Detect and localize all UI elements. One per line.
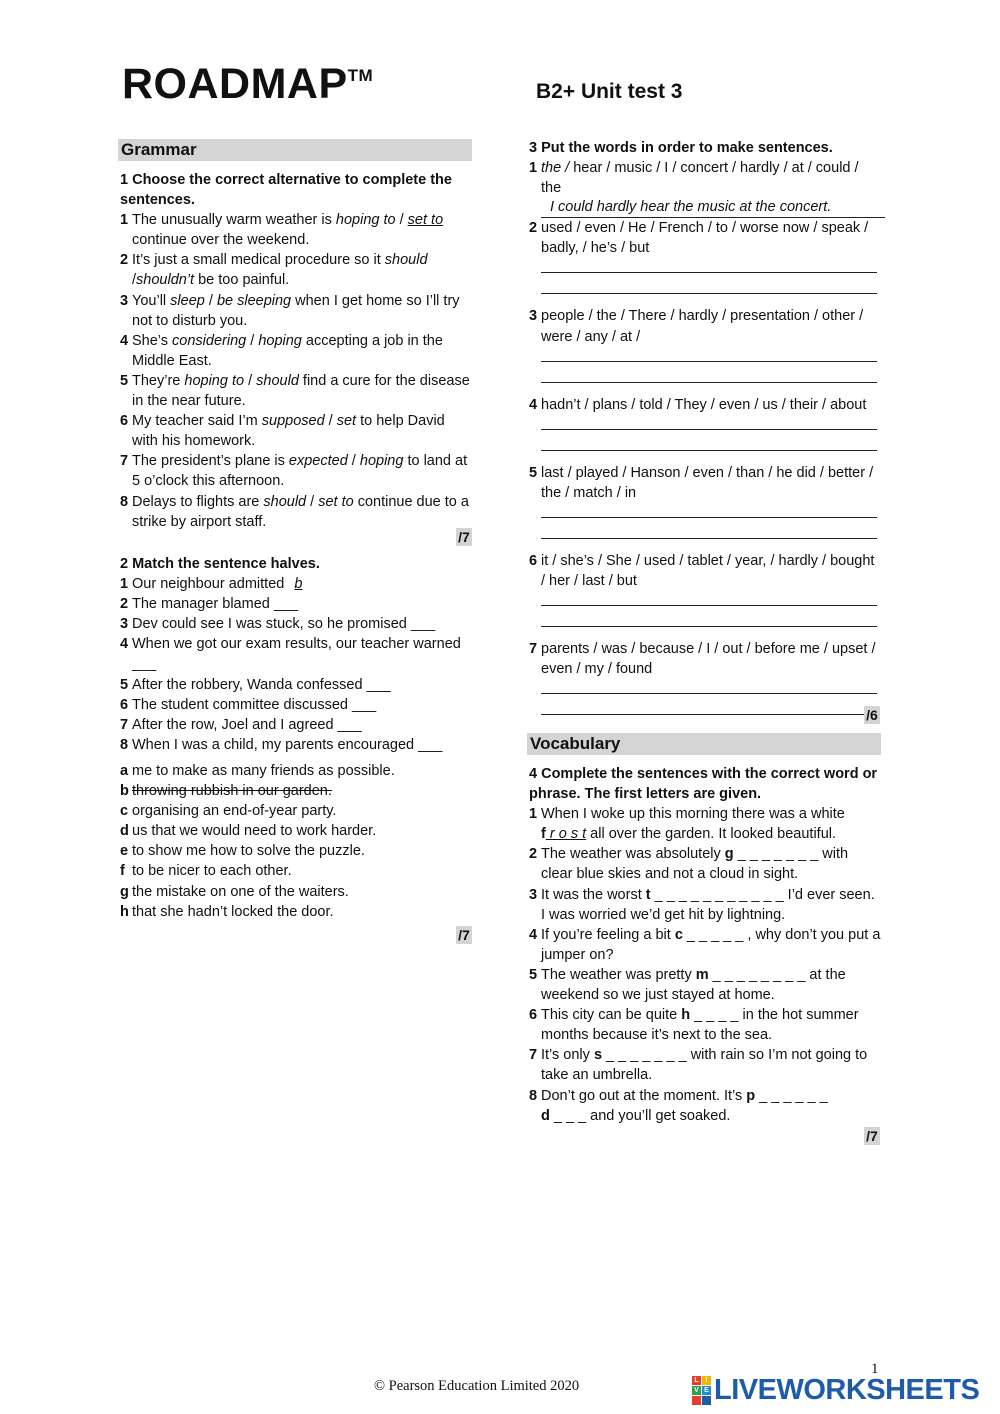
example-answer: b (294, 576, 303, 593)
ending-text: me to make as many friends as possible. (132, 762, 395, 779)
half-text: When we got our exam results, our teacher warned ___ (132, 636, 461, 673)
ex2-ending (120, 821, 472, 841)
letter-blanks[interactable]: _ _ _ _ _ _ _ _ (708, 966, 806, 983)
item-number: 2 (529, 220, 538, 237)
first-letter: s (593, 1047, 603, 1064)
exercise-1-score: /7 (456, 528, 472, 546)
item-number: 3 (529, 308, 538, 325)
item-pre: The weather was pretty (541, 966, 696, 983)
first-letter: p (746, 1087, 756, 1104)
option-a[interactable]: hoping to (335, 212, 396, 229)
item-pre: They’re (132, 372, 185, 389)
item-post: to land at 5 o’clock this afternoon. (132, 453, 468, 490)
ex2-ending (120, 882, 472, 902)
ex3-words (529, 395, 881, 415)
item-pre: This city can be quite (541, 1007, 682, 1024)
option-b[interactable]: be sleeping (216, 292, 292, 309)
exercise-4-instruction: 4 Complete the sentences with the correct word or phrase. The first letters are given. (529, 766, 878, 803)
item-text (132, 574, 472, 594)
item-post: when I get home so I’ll try not to disturb you. (132, 292, 460, 329)
item-number: 5 (120, 372, 129, 389)
ex2-half (120, 675, 472, 695)
liveworksheets-logo[interactable] (692, 1374, 979, 1407)
item-text (132, 614, 472, 634)
option-a[interactable]: expected (288, 453, 348, 470)
item-words: parents / was / because / I / out / before me / upset / even / my / found (541, 641, 876, 678)
option-a[interactable]: hoping to (184, 372, 245, 389)
item-text (541, 1005, 881, 1045)
item-number: 5 (529, 464, 538, 481)
ex2-half (120, 715, 472, 735)
option-b[interactable]: shouldn’t (136, 272, 195, 289)
item-pre: The weather was absolutely (541, 846, 725, 863)
page-number: 1 (871, 1361, 879, 1377)
first-letter: h (681, 1007, 691, 1024)
spacer (529, 294, 881, 306)
copyright: © Pearson Education Limited 2020 (374, 1378, 580, 1394)
option-b[interactable]: should (256, 372, 299, 389)
unit-title: B2+ Unit test 3 (536, 80, 683, 103)
ending-letter: a (120, 762, 129, 779)
ending-letter: c (120, 803, 129, 820)
item-text (132, 451, 472, 491)
ex3-item (529, 639, 881, 727)
item-number: 7 (529, 641, 538, 658)
ex1-item (120, 451, 472, 491)
item-number: 3 (529, 886, 538, 903)
item-pre: It’s only (541, 1047, 594, 1064)
spacer (529, 715, 881, 727)
half-text: Our neighbour admitted (132, 576, 289, 593)
ex2-ending (120, 801, 472, 821)
spacer (529, 383, 881, 395)
ex4-item (529, 844, 881, 884)
item-text (132, 250, 472, 290)
ex4-item (529, 965, 881, 1005)
ex3-item (529, 463, 881, 551)
item-words: hadn’t / plans / told / They / even / us / their / about (541, 396, 867, 413)
ex3-words (529, 306, 881, 346)
ending-text: us that we would need to work harder. (132, 823, 377, 840)
exercise-4-score: /7 (864, 1127, 880, 1145)
ex3-item (529, 218, 881, 306)
item-text (132, 695, 472, 715)
ex2-half (120, 574, 472, 594)
item-post: , why don’t you put a jumper on? (541, 926, 881, 963)
ex2-half (120, 594, 472, 614)
ex2-half (120, 735, 472, 755)
item-number: 2 (529, 846, 538, 863)
item-number: 1 (120, 576, 129, 593)
item-words: people / the / There / hardly / presentation / other / were / any / at / (541, 308, 864, 345)
answer-line[interactable] (541, 429, 877, 430)
answer-line[interactable] (541, 272, 877, 273)
ending-letter: e (120, 843, 129, 860)
item-text (132, 291, 472, 331)
letter-blanks[interactable]: _ _ _ _ _ (682, 926, 744, 943)
item-text (132, 735, 472, 755)
ending-letter: b (120, 783, 129, 800)
liveworksheets-tiles-icon: L I V E (692, 1376, 711, 1405)
ex3-item (529, 395, 881, 463)
ending-text: to show me how to solve the puzzle. (132, 843, 365, 860)
exercise-3-instruction: 3 Put the words in order to make sentences. (529, 140, 833, 156)
ending-text: that she hadn’t locked the door. (132, 903, 334, 920)
ex2-ending (120, 781, 472, 801)
option-separator: / (132, 272, 137, 289)
item-post: with rain so I’m not going to take an umbrella. (541, 1047, 868, 1084)
half-text: The student committee discussed ___ (132, 696, 377, 713)
option-a[interactable]: supposed (261, 413, 325, 430)
item-number: 7 (120, 453, 129, 470)
ex3-item (529, 551, 881, 639)
letter-blanks[interactable]: _ _ _ _ (690, 1007, 739, 1024)
item-pre: She’s (132, 332, 173, 349)
ex3-words (529, 463, 881, 503)
ex4-item (529, 804, 881, 844)
grammar-heading: Grammar (118, 139, 472, 161)
item-text (541, 844, 881, 884)
answer-line[interactable] (541, 361, 877, 362)
answer-line[interactable] (541, 517, 877, 518)
ending-text: to be nicer to each other. (132, 863, 292, 880)
ex1-item (120, 371, 472, 411)
first-letter: m (695, 966, 709, 983)
item-text (132, 715, 472, 735)
first-letter: g (724, 846, 734, 863)
item-text (132, 411, 472, 451)
item-text (132, 210, 472, 250)
letter-blanks[interactable]: _ _ _ _ _ _ _ (733, 846, 819, 863)
ex1-item (120, 331, 472, 371)
ending-letter: f (120, 863, 125, 880)
option-b[interactable]: set to (318, 493, 354, 510)
first-letter: f (541, 826, 546, 843)
item-pre: It was the worst (541, 886, 646, 903)
item-number: 7 (529, 1047, 538, 1064)
logo: ROADMAP™ (122, 60, 374, 108)
half-text: When I was a child, my parents encouraged ___ (132, 736, 443, 753)
item-pre: You’ll (132, 292, 171, 309)
option-separator: / (324, 413, 337, 430)
letter-blanks[interactable]: _ _ _ _ _ _ _ (602, 1047, 687, 1064)
first-letter: d (541, 1107, 550, 1124)
item-number: 1 (529, 806, 538, 823)
ex3-item (529, 306, 881, 394)
item-pre: The president’s plane is (132, 453, 289, 470)
exercise-1 (120, 170, 472, 532)
ex2-half (120, 695, 472, 715)
exercise-4 (529, 764, 881, 1126)
option-a[interactable]: sleep (170, 292, 205, 309)
item-number: 8 (120, 736, 129, 753)
ex1-item (120, 492, 472, 532)
item-post: with clear blue skies and not a cloud in sight. (541, 846, 849, 883)
item-number: 2 (120, 252, 129, 269)
item-number: 1 (120, 212, 129, 229)
liveworksheets-text: LIVEWORKSHEETS (714, 1374, 980, 1406)
item-number: 3 (120, 616, 129, 633)
ending-text: organising an end-of-year party. (132, 803, 337, 820)
item-number: 5 (529, 966, 538, 983)
item-post: and you’ll get soaked. (586, 1107, 731, 1124)
exercise-2-score: /7 (456, 926, 472, 944)
exercise-3-example-answer: I could hardly hear the music at the concert. (541, 198, 885, 218)
half-text: Dev could see I was stuck, so he promised ___ (132, 616, 436, 633)
item-text (541, 925, 881, 965)
item-words: last / played / Hanson / even / than / he did / better / the / match / in (541, 464, 874, 501)
item-post: all over the garden. It looked beautiful. (586, 826, 837, 843)
first-letter: t (645, 886, 651, 903)
item-pre: The unusually warm weather is (132, 212, 336, 229)
option-a[interactable]: should (263, 493, 307, 510)
item-words: used / even / He / French / to / worse now / speak / badly, / he’s / but (541, 220, 869, 257)
ex3-words (529, 218, 881, 258)
item-pre: If you’re feeling a bit (541, 926, 675, 943)
ex4-item (529, 925, 881, 965)
exercise-3-score: /6 (864, 706, 880, 724)
item-text (541, 885, 881, 925)
ex1-item (120, 291, 472, 331)
first-letter: c (674, 926, 683, 943)
item-number: 6 (529, 1007, 538, 1024)
option-separator: / (347, 453, 360, 470)
item-number: 4 (120, 332, 129, 349)
exercise-3 (529, 138, 881, 727)
exercise-2-instruction: 2 Match the sentence halves. (120, 556, 320, 572)
half-text: After the row, Joel and I agreed ___ (132, 716, 362, 733)
ex1-item (120, 411, 472, 451)
ex2-ending (120, 841, 472, 861)
item-post: to help David with his homework. (132, 413, 445, 450)
item-number: 6 (120, 413, 129, 430)
item-text (541, 965, 881, 1005)
half-text: After the robbery, Wanda confessed ___ (132, 676, 391, 693)
ex4-item (529, 1086, 881, 1126)
item-text (541, 1086, 881, 1126)
option-a[interactable]: considering (172, 332, 247, 349)
item-post: I’d ever seen. I was worried we’d get hit by lightning. (541, 886, 875, 923)
letter-blanks[interactable]: _ _ _ _ _ _ (755, 1087, 828, 1104)
spacer (529, 539, 881, 551)
option-b[interactable]: hoping (359, 453, 404, 470)
option-a[interactable]: should (384, 252, 428, 269)
ending-text: throwing rubbish in our garden. (132, 783, 332, 800)
ex2-ending (120, 902, 472, 922)
item-number: 4 (529, 396, 538, 413)
ex4-item (529, 1005, 881, 1045)
item-number: 2 (120, 596, 129, 613)
item-pre: Don’t go out at the moment. It’s (541, 1087, 747, 1104)
ending-letter: h (120, 903, 129, 920)
item-number: 3 (120, 292, 129, 309)
option-separator: / (395, 212, 408, 229)
answer-line[interactable] (541, 693, 877, 694)
item-number: 4 (120, 636, 129, 653)
item-pre: Delays to flights are (132, 493, 264, 510)
ex4-item (529, 1045, 881, 1085)
vocabulary-heading: Vocabulary (527, 733, 881, 755)
item-post: accepting a job in the Middle East. (132, 332, 443, 369)
exercise-2 (120, 554, 472, 922)
item-words: it / she’s / She / used / tablet / year, / hardly / bought / her / last / but (541, 552, 875, 590)
exercise-1-instruction: 1 Choose the correct alternative to complete the sentences. (120, 172, 452, 209)
option-b[interactable]: set to (407, 212, 444, 229)
item-text (132, 594, 472, 614)
item-text (132, 331, 472, 371)
item-pre: My teacher said I’m (132, 413, 262, 430)
item-text (541, 1045, 881, 1085)
item-number: 8 (120, 493, 129, 510)
item-number: 5 (120, 676, 129, 693)
ending-letter: d (120, 823, 129, 840)
option-separator: / (246, 332, 259, 349)
letter-blanks[interactable]: _ _ _ (549, 1107, 587, 1124)
item-number: 8 (529, 1087, 538, 1104)
item-post: at the weekend so we just stayed at home. (541, 966, 846, 1004)
ex1-item (120, 210, 472, 250)
item-post: be too painful. (194, 272, 290, 289)
item-number: 6 (120, 696, 129, 713)
option-separator: / (204, 292, 217, 309)
item-number: 6 (529, 552, 538, 569)
ex3-words (529, 551, 881, 591)
item-number: 4 (529, 926, 538, 943)
item-pre: When I woke up this morning there was a white (541, 806, 845, 823)
letter-blanks[interactable]: _ _ _ _ _ _ _ _ _ _ _ (650, 886, 784, 903)
option-b[interactable]: set (336, 413, 357, 430)
item-text (132, 634, 472, 674)
item-text (132, 675, 472, 695)
item-pre: It’s just a small medical procedure so it (132, 252, 385, 269)
ex1-item (120, 250, 472, 290)
item-post: in the hot summer months because it’s next to the sea. (541, 1007, 859, 1044)
option-separator: / (306, 493, 319, 510)
item-post: continue over the weekend. (132, 232, 310, 249)
exercise-3-example: 1 the / hear / music / I / concert / hardly / at / could / the (529, 160, 859, 197)
ex2-half (120, 634, 472, 674)
item-text (541, 804, 881, 844)
option-b[interactable]: hoping (258, 332, 302, 349)
ex2-ending (120, 861, 472, 881)
option-separator: / (244, 372, 257, 389)
spacer (529, 451, 881, 463)
ending-letter: g (120, 883, 129, 900)
item-text (132, 371, 472, 411)
letter-blanks[interactable]: r o s t (545, 826, 587, 843)
item-post: find a cure for the disease in the near future. (132, 372, 470, 410)
half-text: The manager blamed ___ (132, 596, 299, 613)
ending-text: the mistake on one of the waiters. (132, 883, 349, 900)
ex2-half (120, 614, 472, 634)
ex2-ending (120, 761, 472, 781)
spacer (529, 627, 881, 639)
item-post: continue due to a strike by airport staff. (132, 493, 469, 530)
item-text (132, 492, 472, 532)
ex4-item (529, 885, 881, 925)
answer-line[interactable] (541, 605, 877, 606)
item-number: 7 (120, 716, 129, 733)
ex3-words (529, 639, 881, 679)
